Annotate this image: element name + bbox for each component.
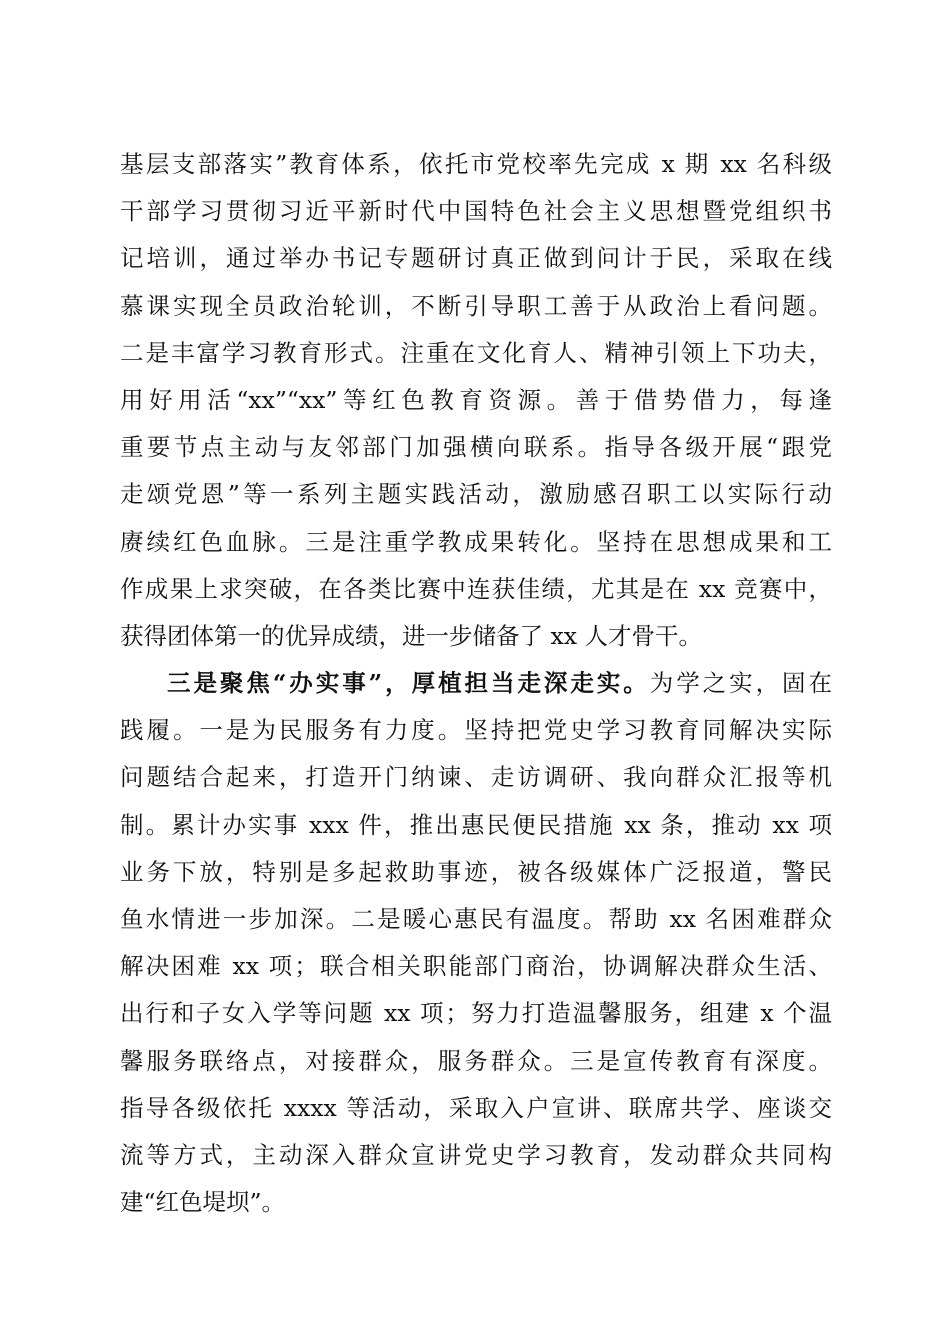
text-line: 二是丰富学习教育形式。注重在文化育人、精神引领上下功夫，: [120, 338, 832, 367]
text-line: 鱼水情进一步加深。二是暖心惠民有温度。帮助 xx 名困难群众: [120, 905, 832, 933]
text-line: 用好用活“xx”“xx”等红色教育资源。善于借势借力，每逢: [120, 385, 832, 414]
text-line: 干部学习贯彻习近平新时代中国特色社会主义思想暨党组织书: [120, 197, 832, 226]
text-line: 赓续红色血脉。三是注重学教成果转化。坚持在思想成果和工: [120, 527, 832, 556]
text-line: 馨服务联络点，对接群众，服务群众。三是宣传教育有深度。: [120, 1046, 832, 1075]
text-line: 出行和子女入学等问题 xx 项；努力打造温馨服务，组建 x 个温: [120, 999, 832, 1028]
text-line: 重要节点主动与友邻部门加强横向联系。指导各级开展“跟党: [120, 433, 832, 462]
text-line: 建“红色堤坝”。: [120, 1188, 286, 1217]
text-line: 践履。一是为民服务有力度。坚持把党史学习教育同解决实际: [120, 716, 832, 745]
document-body: [120, 141, 832, 1226]
text-line: 流等方式，主动深入群众宣讲党史学习教育，发动群众共同构: [120, 1140, 832, 1169]
text-line: 解决困难 xx 项；联合相关职能部门商治，协调解决群众生活、: [120, 952, 832, 981]
text-line: 指导各级依托 xxxx 等活动，采取入户宣讲、联席共学、座谈交: [120, 1093, 832, 1122]
text-line: 获得团体第一的优异成绩，进一步储备了 xx 人才骨干。: [120, 621, 702, 650]
section-heading: 三是聚焦“办实事”，厚植担当走深走实。: [167, 669, 650, 698]
text-line: 业务下放，特别是多起救助事迹，被各级媒体广泛报道，警民: [120, 857, 832, 886]
paragraph-heading-line: [120, 660, 832, 707]
heading-line-tail: 为学之实，固在: [649, 669, 832, 698]
text-line: 记培训，通过举办书记专题研讨真正做到问计于民，采取在线: [120, 244, 832, 273]
text-line: 问题结合起来，打造开门纳谏、走访调研、我向群众汇报等机: [120, 763, 832, 792]
text-line: 慕课实现全员政治轮训，不断引导职工善于从政治上看问题。: [120, 291, 832, 320]
text-line: 基层支部落实”教育体系，依托市党校率先完成 x 期 xx 名科级: [120, 150, 832, 178]
text-line: 制。累计办实事 xxx 件，推出惠民便民措施 xx 条，推动 xx 项: [120, 810, 832, 839]
text-line: 作成果上求突破，在各类比赛中连获佳绩，尤其是在 xx 竞赛中，: [120, 574, 832, 603]
text-line: 走颂党恩”等一系列主题实践活动，激励感召职工以实际行动: [120, 480, 832, 509]
